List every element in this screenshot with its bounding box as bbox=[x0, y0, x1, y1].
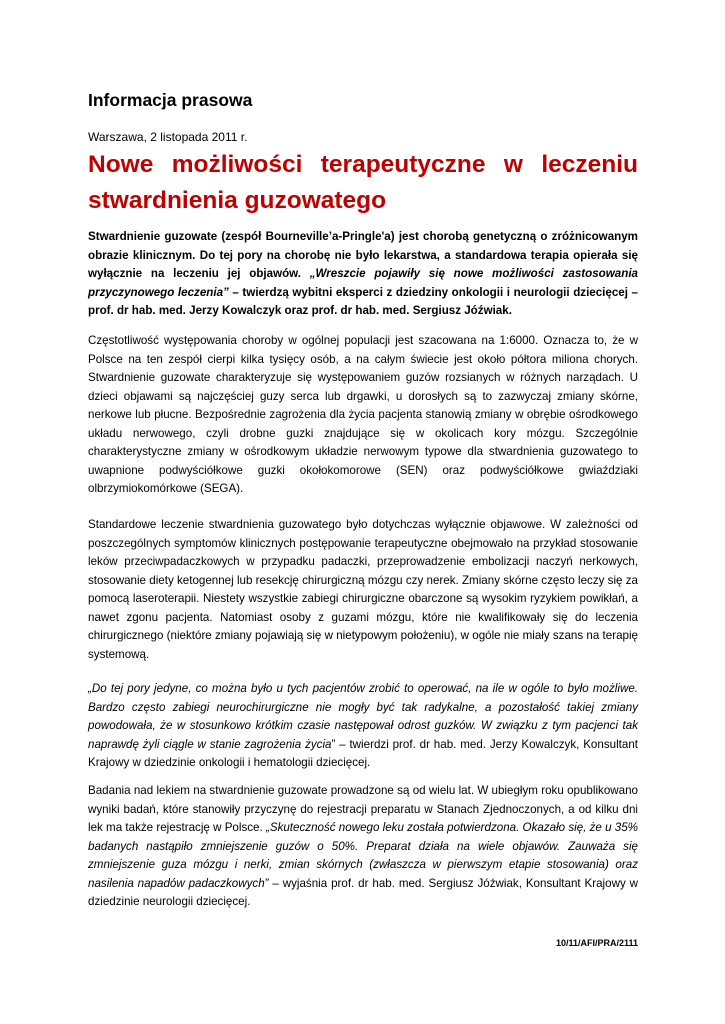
quote-jozwiak: „Skuteczność nowego leku została potwierdzona. Okazało się, że u 35% badanych nastąpiło zmniejszenie guzów o 50%. Preparat działa na wiele objawów. Zauważa się zmniejszenie guza mózgu i nerki, zmian skórnych (zwłaszcza w pierwszym etapie stosowania) oraz nasilenia napadów padaczkowych” bbox=[88, 821, 638, 890]
document-heading: Informacja prasowa bbox=[88, 90, 253, 110]
paragraph-4-text: Badania nad lekiem na stwardnienie guzowate prowadzone są od wielu lat. W ubiegłym roku opublikowano wyniki badań, które stanowiły przyczynę do rejestracji preparatu w Stanach Zjednoczonych, a od kilku dni lek ma także rejestrację w Polsce. bbox=[88, 784, 638, 834]
lead-attribution: – twierdzą wybitni eksperci z dziedziny onkologii i neurologii dziecięcej – prof. dr hab. med. Jerzy Kowalczyk oraz prof. dr hab. med. Sergiusz Jóźwiak. bbox=[88, 285, 638, 317]
quote-kowalczyk: „Do tej pory jedyne, co można było u tych pacjentów zrobić to operować, na ile w ogóle to było możliwe. Bardzo często zabiegi neurochirurgiczne nie mogły być tak radykalne, a pozostałość takiej zmiany powodowała, że w stosunkowo krótkim czasie następował odrost guzków. W związku z tym pacjenci tak naprawdę żyli ciągle w stanie zagrożenia życia bbox=[88, 682, 638, 751]
document-reference-number: 10/11/AFI/PRA/2111 bbox=[555, 938, 638, 948]
body-paragraph-1: Częstotliwość występowania choroby w ogólnej populacji jest szacowana na 1:6000. Oznacza to, że w Polsce na ten zespół cierpi kilka tysięcy osób, a na całym świecie jest około półtora miliona chorych. Stwardnienie guzowate charakteryzuje się występowaniem guzów rozsianych w różnych narządach. U dzieci objawami są najczęściej guzy serca lub drgawki, u dorosłych są to zazwyczaj zmiany skórne, nerkowe lub płucne. Bezpośrednie zagrożenia dla życia pacjenta stanowią zmiany w obrębie ośrodkowego układu nerwowego, czyli drobne guzki znajdujące się w okolicach kory mózgu. Szczególnie charakterystyczne zmiany w ośrodkowym układzie nerwowym typowe dla stwardnienia guzowatego to uwapnione podwyściółkowe guzki okołokomorowe (SEN) oraz podwyściółkowe gwiaździaki olbrzymiokomórkowe (SEGA). bbox=[88, 334, 638, 495]
body-paragraph-2: Standardowe leczenie stwardnienia guzowatego było dotychczas wyłącznie objawowe. W zależności od poszczególnych symptomów klinicznych postępowanie terapeutyczne obejmowało na przykład stosowanie leków przeciwpadaczkowych w przypadku padaczki, przeprowadzenie embolizacji naczyń nerkowych, stosowanie diety ketogennej lub resekcję chirurgiczną mózgu czy nerek. Zmiany skórne często leczy się za pomocą laseroterapii. Niestety wszystkie zabiegi chirurgiczne obarczone są wysokim ryzykiem powikłań, a nawet zgonu pacjenta. Natomiast osoby z guzami mózgu, które nie kwalifikowały się do leczenia chirurgicznego (niektóre zmiany pojawiają się w nietypowym położeniu), w ogóle nie miały szans na terapię systemową. bbox=[88, 518, 638, 661]
attribution-kowalczyk: ” – twierdzi prof. dr hab. med. Jerzy Kowalczyk, Konsultant Krajowy w dziedzinie onkologii i hematologii dziecięcej. bbox=[88, 737, 638, 769]
attribution-jozwiak: – wyjaśnia prof. dr hab. med. Sergiusz Jóźwiak, Konsultant Krajowy w dziedzinie neurologii dziecięcej. bbox=[88, 876, 638, 908]
lead-text: Stwardnienie guzowate (zespół Bourneville’a-Pringle'a) jest chorobą genetyczną o zróżnicowanym obrazie klinicznym. Do tej pory na chorobę nie było lekarstwa, a standardowa terapia opierała się wyłącznie na leczeniu jej objawów. bbox=[88, 230, 638, 280]
body-paragraph-4 bbox=[88, 782, 638, 912]
body-paragraph-3 bbox=[88, 680, 638, 773]
lead-paragraph bbox=[88, 228, 638, 321]
document-date: Warszawa, 2 listopada 2011 r. bbox=[88, 130, 248, 144]
document-title: Nowe możliwości terapeutyczne w leczeniu stwardnienia guzowatego bbox=[88, 151, 638, 214]
lead-quote: „Wreszcie pojawiły się nowe możliwości zastosowania przyczynowego leczenia” bbox=[88, 267, 638, 299]
